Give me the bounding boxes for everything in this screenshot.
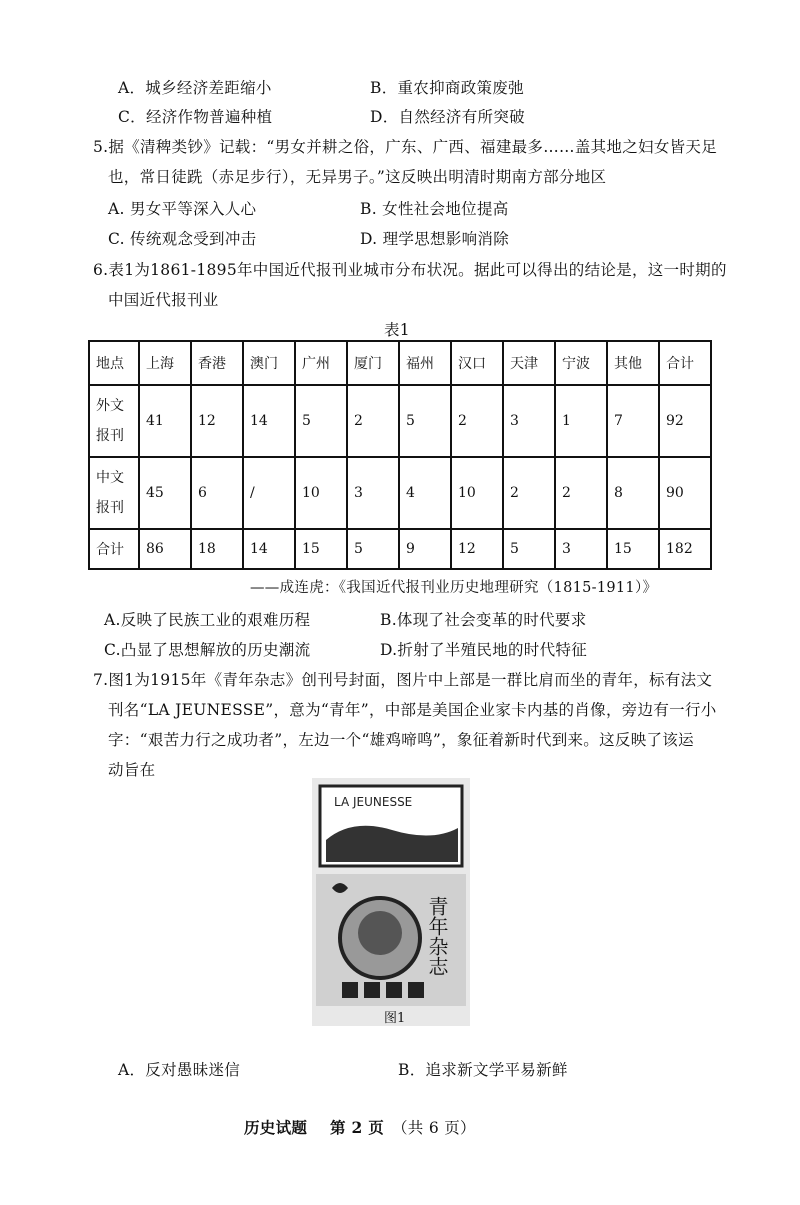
figure-caption: 图1 — [384, 1011, 406, 1026]
row-label-line: 报刊 — [96, 500, 124, 516]
table-cell: 5 — [399, 385, 451, 457]
q7-stem-line2: 刊名“LA JEUNESSE”，意为“青年”，中部是美国企业家卡内基的肖像，旁边有一行小 — [108, 701, 717, 719]
q5-option-a: A. 男女平等深入人心 — [108, 200, 257, 218]
q4-option-d: D．自然经济有所突破 — [370, 108, 525, 126]
row-label: 合计 — [89, 529, 139, 569]
table-cell: 6 — [191, 457, 243, 529]
footer-page: 第 2 页 — [330, 1118, 385, 1137]
row-label-line: 中文 — [96, 470, 124, 486]
table-cell: 5 — [295, 385, 347, 457]
header-cell: 天津 — [503, 341, 555, 385]
header-cell: 福州 — [399, 341, 451, 385]
q6-stem-line1: 6.表1为1861-1895年中国近代报刊业城市分布状况。据此可以得出的结论是，这一时期的 — [93, 261, 727, 279]
table-row-foreign — [89, 385, 711, 457]
newspaper-distribution-table — [88, 340, 712, 570]
table-cell: 4 — [399, 457, 451, 529]
table-cell: 10 — [295, 457, 347, 529]
table-cell: 18 — [191, 529, 243, 569]
q6-option-c: C.凸显了思想解放的历史潮流 — [104, 641, 311, 659]
header-cell: 上海 — [139, 341, 191, 385]
header-cell: 澳门 — [243, 341, 295, 385]
table-cell: 90 — [659, 457, 711, 529]
row-label-line: 外文 — [96, 398, 124, 414]
header-cell: 宁波 — [555, 341, 607, 385]
table-title: 表1 — [384, 321, 410, 339]
table-cell: 5 — [503, 529, 555, 569]
table-cell: 1 — [555, 385, 607, 457]
table-cell: 41 — [139, 385, 191, 457]
q5-stem-line1: 5.据《清稗类钞》记载：“男女并耕之俗，广东、广西、福建最多……盖其地之妇女皆天足 — [93, 138, 718, 156]
q7-stem-line4: 动旨在 — [108, 761, 156, 779]
table-cell: 92 — [659, 385, 711, 457]
table-cell: 10 — [451, 457, 503, 529]
header-cell: 其他 — [607, 341, 659, 385]
row-label — [89, 385, 139, 457]
table-cell: 12 — [191, 385, 243, 457]
row-label-line: 报刊 — [96, 428, 124, 444]
q7-stem-line1: 7.图1为1915年《青年杂志》创刊号封面，图片中上部是一群比肩而坐的青年，标有法文 — [93, 671, 713, 689]
q6-stem-line2: 中国近代报刊业 — [108, 291, 219, 309]
table-cell: 3 — [503, 385, 555, 457]
header-cell: 香港 — [191, 341, 243, 385]
q7-stem-line3: 字：“艰苦力行之成功者”，左边一个“雄鸡啼鸣”，象征着新时代到来。这反映了该运 — [108, 731, 694, 749]
table-cell: 2 — [451, 385, 503, 457]
table-cell: 45 — [139, 457, 191, 529]
q5-option-b: B. 女性社会地位提高 — [360, 200, 509, 218]
magazine-cover-figure — [312, 778, 470, 1026]
table-cell: 182 — [659, 529, 711, 569]
header-cell: 合计 — [659, 341, 711, 385]
q6-option-d: D.折射了半殖民地的时代特征 — [380, 641, 588, 659]
cover-side-title: 青年杂志 — [425, 896, 449, 976]
q4-option-c: C．经济作物普遍种植 — [118, 108, 273, 126]
header-cell: 地点 — [89, 341, 139, 385]
header-cell: 汉口 — [451, 341, 503, 385]
header-cell: 广州 — [295, 341, 347, 385]
table-source: ——成连虎：《我国近代报刊业历史地理研究（1815-1911）》 — [250, 580, 658, 596]
table-cell: 2 — [503, 457, 555, 529]
table-cell: 7 — [607, 385, 659, 457]
table-cell: 14 — [243, 385, 295, 457]
q5-stem-line2: 也，常日徒跣（赤足步行），无异男子。”这反映出明清时期南方部分地区 — [108, 168, 607, 186]
cover-banner-text: LA JEUNESSE — [334, 795, 413, 809]
q7-option-a: A．反对愚昧迷信 — [118, 1061, 241, 1079]
table-cell: 2 — [347, 385, 399, 457]
table-cell: / — [243, 457, 295, 529]
table-cell: 15 — [295, 529, 347, 569]
table-cell: 86 — [139, 529, 191, 569]
q6-option-b: B.体现了社会变革的时代要求 — [380, 611, 587, 629]
footer-total: （共 6 页） — [392, 1119, 476, 1137]
table-header-row — [89, 341, 711, 385]
table-cell: 12 — [451, 529, 503, 569]
table-cell: 5 — [347, 529, 399, 569]
table-cell: 8 — [607, 457, 659, 529]
table-row-chinese — [89, 457, 711, 529]
q7-option-b: B．追求新文学平易新鲜 — [398, 1061, 568, 1079]
table-cell: 2 — [555, 457, 607, 529]
table-cell: 3 — [555, 529, 607, 569]
table-cell: 9 — [399, 529, 451, 569]
table-cell: 14 — [243, 529, 295, 569]
header-cell: 厦门 — [347, 341, 399, 385]
q4-option-a: A．城乡经济差距缩小 — [118, 79, 272, 97]
q6-option-a: A.反映了民族工业的艰难历程 — [104, 611, 311, 629]
row-label — [89, 457, 139, 529]
footer-subject: 历史试题 — [244, 1118, 308, 1137]
table-cell: 3 — [347, 457, 399, 529]
q5-option-d: D. 理学思想影响消除 — [360, 230, 510, 248]
q4-option-b: B．重农抑商政策废弛 — [370, 79, 524, 97]
magazine-cover-image — [312, 778, 470, 1026]
q5-option-c: C. 传统观念受到冲击 — [108, 230, 257, 248]
table-cell: 15 — [607, 529, 659, 569]
table-row-total — [89, 529, 711, 569]
